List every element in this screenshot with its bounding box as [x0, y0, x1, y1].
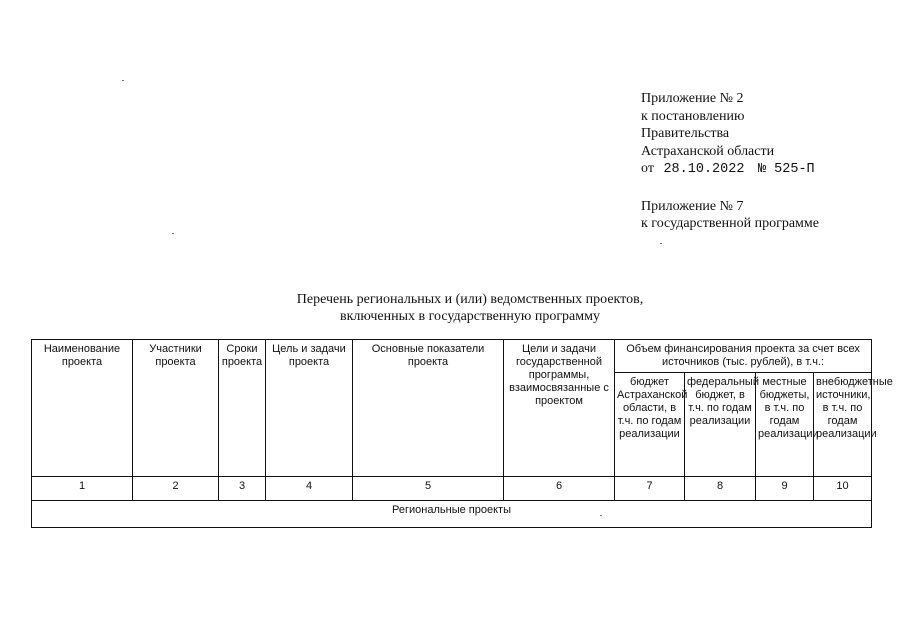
header-financing-group: Объем финансирования проекта за счет всех источников (тыс. рублей), в т.ч.:	[615, 340, 872, 373]
table-header-row	[32, 340, 872, 373]
header-program-goals: Цели и задачи государственной программы, взаимосвязанные с проектом	[504, 340, 615, 477]
section-label: Региональные проекты	[32, 501, 872, 528]
scan-speck	[660, 243, 662, 244]
decree-number: № 525-П	[757, 162, 815, 177]
appendix-line: Приложение № 2	[641, 91, 744, 106]
column-number: 1	[32, 477, 133, 501]
date-line	[641, 160, 881, 179]
title-line-2: включенных в государственную программу	[340, 309, 600, 324]
scan-speck	[172, 233, 174, 234]
header-budget-extra: внебюджетные источники, в т.ч. по годам реализации	[814, 373, 872, 477]
column-number: 6	[504, 477, 615, 501]
column-number: 10	[814, 477, 872, 501]
header-budget-region: бюджет Астраханской области, в т.ч. по годам реализации	[615, 373, 685, 477]
header-name: Наименование проекта	[32, 340, 133, 477]
document-header	[641, 90, 881, 233]
to-decree-line: к постановлению	[641, 108, 745, 124]
region-line: Астраханской области	[641, 143, 775, 159]
projects-table	[31, 339, 893, 528]
header-goals: Цель и задачи проекта	[266, 340, 353, 477]
column-number: 9	[756, 477, 814, 501]
column-number: 8	[685, 477, 756, 501]
title-line-1: Перечень региональных и (или) ведомственных проектов,	[296, 292, 644, 307]
scan-speck	[600, 515, 602, 516]
header-indicators: Основные показатели проекта	[353, 340, 504, 477]
header-participants: Участники проекта	[133, 340, 219, 477]
header-budget-federal: федеральный бюджет, в т.ч. по годам реализации	[685, 373, 756, 477]
decree-date: 28.10.2022	[663, 162, 745, 177]
to-program-line: к государственной программе	[641, 216, 819, 231]
section-row	[32, 501, 872, 528]
column-number: 5	[353, 477, 504, 501]
appendix-program-line: Приложение № 7	[641, 198, 744, 214]
header-budget-local: местные бюджеты, в т.ч. по годам реализации	[756, 373, 814, 477]
header-terms: Сроки проекта	[219, 340, 266, 477]
column-number-row	[32, 477, 872, 501]
document-title	[230, 291, 710, 325]
scan-speck	[122, 80, 124, 81]
column-number: 4	[266, 477, 353, 501]
column-number: 2	[133, 477, 219, 501]
government-line: Правительства	[641, 126, 730, 141]
date-prefix: от	[641, 161, 654, 176]
column-number: 7	[615, 477, 685, 501]
column-number: 3	[219, 477, 266, 501]
